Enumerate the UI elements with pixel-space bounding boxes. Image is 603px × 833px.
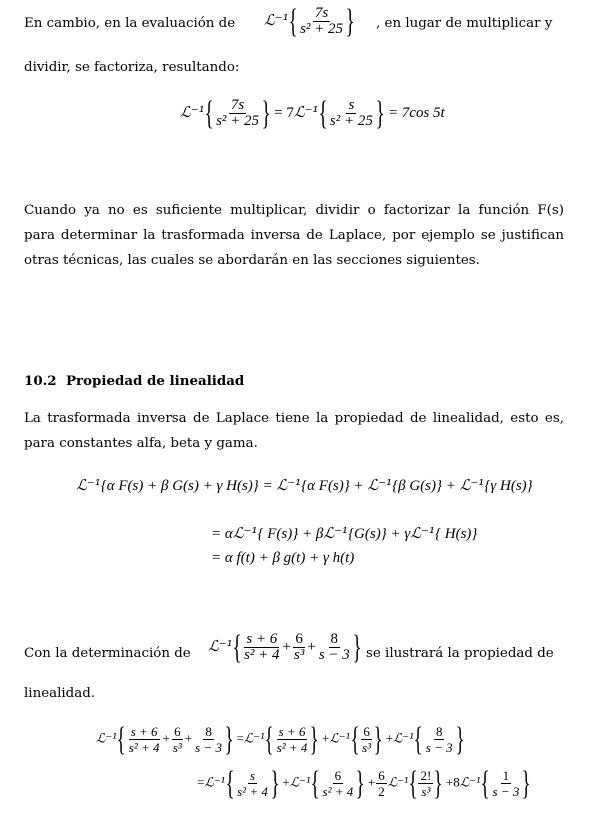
equation-2-line3: = α f(t) + β g(t) + γ h(t): [211, 550, 355, 566]
inline-equation-2: ℒ⁻¹{ $\frac{s + 6}{\text{s² + 4}}$ + $\frac{6}{\text{s³}}$ + $\frac{8}{s - 3}$ }: [208, 628, 362, 666]
equation-2-line1: ℒ⁻¹{α F(s) + β G(s) + γ H(s)} = ℒ⁻¹{α F(s)} + ℒ⁻¹{β G(s)} + ℒ⁻¹{γ H(s)}: [76, 476, 533, 494]
equation-3-line1: ℒ⁻¹{ $\frac{s + 6}{\text{s² + 4}}$ + $\frac{6}{\text{s³}}$ + $\frac{8}{s - 3}$ } =ℒ⁻¹{ $\frac{s + 6}{\text{s² + 4}}$ } +ℒ⁻¹{ $\frac{6}{\text{s³}}$ } +ℒ⁻¹{ $\frac{8}{s - 3}$ }: [96, 720, 465, 758]
para1-before: En cambio, en la evaluación de: [24, 16, 236, 31]
para1-line2: dividir, se factoriza, resultando:: [24, 60, 240, 75]
equation-3-line2: =ℒ⁻¹{ $\frac{s}{\text{s² + 4}}$ } +ℒ⁻¹{ $\frac{6}{\text{s² + 4}}$ } + $\frac{6}{2}$ ℒ⁻¹{ $\frac{2!}{\text{s³}}$ } +8ℒ⁻¹{ $\frac{1}{s - 3}$ }: [197, 764, 531, 802]
para4-before: Con la determinación de: [24, 646, 191, 661]
equation-2-line2: = αℒ⁻¹{ F(s)} + βℒ⁻¹{G(s)} + γℒ⁻¹{ H(s)}: [211, 524, 478, 542]
para3-line1: La trasformada inversa de Laplace tiene la propiedad de linealidad, esto es,: [24, 411, 564, 426]
section-heading: 10.2 Propiedad de linealidad: [24, 373, 245, 389]
paragraph-3: [24, 406, 564, 456]
para4-after: se ilustrará la propiedad de: [366, 646, 554, 661]
para2-line3: otras técnicas, las cuales se abordarán en las secciones siguientes.: [24, 253, 480, 268]
paragraph-2: [24, 198, 564, 273]
para4-line2: linealidad.: [24, 686, 96, 701]
para2-line1: Cuando ya no es suficiente multiplicar, dividir o factorizar la función F(s): [24, 203, 564, 218]
para1-after: , en lugar de multiplicar y: [376, 16, 553, 31]
para3-line2: para constantes alfa, beta y gama.: [24, 436, 258, 451]
inline-equation-1: ℒ⁻¹{ $\frac{7s}{\text{s² + 25}}$ }: [264, 2, 355, 40]
equation-1: ℒ⁻¹{ $\frac{7s}{\text{s² + 25}}$ } = 7ℒ⁻¹{ $\frac{s}{\text{s² + 25}}$ } = 7cos 5t: [180, 94, 445, 132]
para2-line2: para determinar la trasformada inversa de Laplace, por ejemplo se justifican: [24, 228, 564, 243]
